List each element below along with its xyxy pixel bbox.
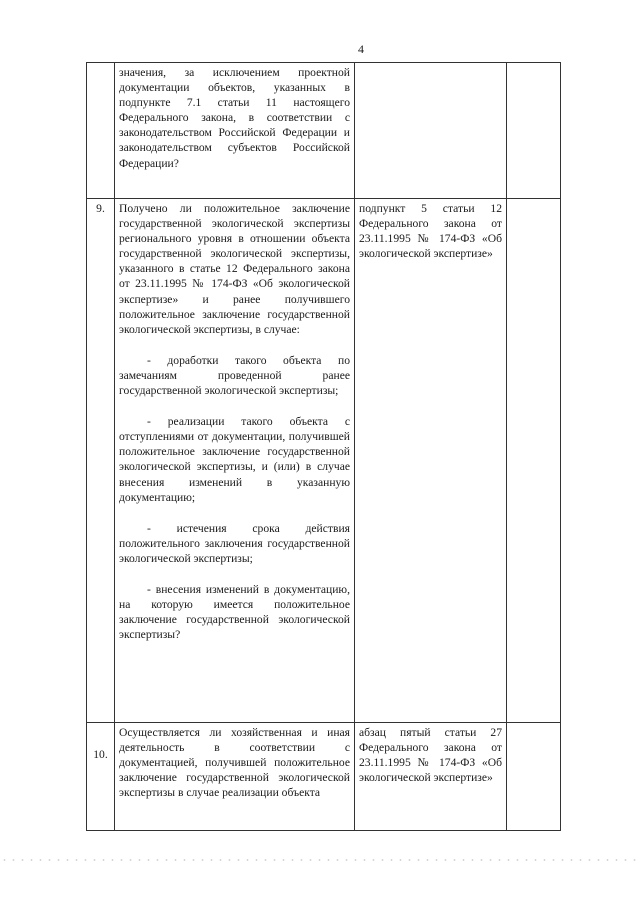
question-text: значения, за исключением проектной документации объектов, указанных в подпункте 7.1 статьи 11 настоящего Федерального закона, в соответствии с законодательством Российской Федерации и законодательством субъектов Российской Федерации?: [119, 66, 350, 170]
reference-cell: [355, 199, 507, 723]
question-subitem: - внесения изменений в документацию, на которую имеется положительное заключение государственной экологической экспертизы?: [119, 582, 350, 642]
table-row: [87, 63, 561, 199]
question-cell: [115, 723, 355, 831]
reference-text: подпункт 5 статьи 12 Федерального закона от 23.11.1995 № 174-ФЗ «Об экологической экспертизе»: [359, 202, 502, 261]
row-number: 9.: [87, 199, 115, 723]
table-row: [87, 723, 561, 831]
scan-artifact-dots: [0, 858, 640, 862]
question-cell: [115, 63, 355, 199]
question-subitem: - реализации такого объекта с отступлениями от документации, получившей положительное заключение государственной экологической экспертизы, и (или) в случае внесения изменений в указанную документацию;: [119, 415, 350, 504]
question-subitem: - доработки такого объекта по замечаниям проведенной ранее государственной экологической экспертизы;: [119, 353, 350, 398]
empty-cell: [507, 723, 561, 831]
reference-text: абзац пятый статьи 27 Федерального закона от 23.11.1995 № 174-ФЗ «Об экологической экспертизе»: [359, 726, 502, 785]
table-row: [87, 199, 561, 723]
question-text: Получено ли положительное заключение государственной экологической экспертизы регионального уровня в отношении объекта государственной экологической экспертизы, указанного в статье 12 Федерального закона от 23.11.1995 № 174-ФЗ «Об экологической экспертизе» и ранее получившего положительное заключение государственной экологической экспертизы, в случае:: [119, 202, 350, 336]
empty-cell: [507, 63, 561, 199]
row-number: [87, 63, 115, 199]
reference-cell: [355, 63, 507, 199]
question-subitem: - истечения срока действия положительного заключения государственной экологической экспертизы;: [119, 521, 350, 565]
page-number: 4: [358, 42, 364, 56]
empty-cell: [507, 199, 561, 723]
row-number: 10.: [87, 723, 115, 831]
checklist-table: [86, 62, 561, 831]
reference-cell: [355, 723, 507, 831]
question-cell: [115, 199, 355, 723]
question-text: Осуществляется ли хозяйственная и иная деятельность в соответствии с документацией, получившей положительное заключение государственной экологической экспертизы в случае реализации объекта: [119, 726, 350, 800]
